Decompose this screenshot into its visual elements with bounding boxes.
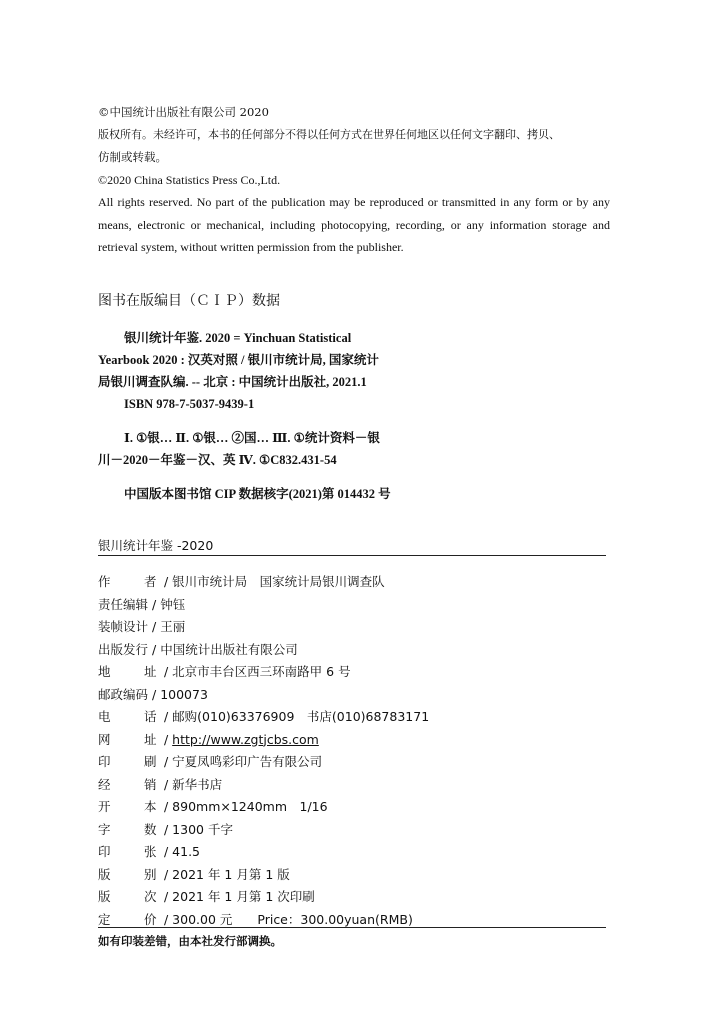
info-value: 邮购(010)63376909 书店(010)68783171 [172,709,430,724]
footer-notice: 如有印装差错，由本社发行部调换。 [98,934,282,948]
website-link[interactable]: http://www.zgtjcbs.com [172,731,319,747]
info-row-postcode: 邮政编码 / 100073 [98,686,208,702]
info-value: 中国统计出版社有限公司 [160,641,298,657]
info-row-website: 网 址 / http://www.zgtjcbs.com [98,731,319,747]
copyright-en-line: ©2020 China Statistics Press Co.,Ltd. [98,172,281,187]
info-value: 2021 年 1 月第 1 次印刷 [172,889,315,904]
copyright-en-notice: All rights reserved. No part of the publication may be reproduced or transmitted in any form or by any means, electronic or mechanical, including photocopying, recording, or any information storage and retrieval system, without written permission from the publisher. [98,195,610,254]
copyright-block [98,101,610,259]
info-row-phone: 电 话 / 邮购(010)63376909 书店(010)68783171 [98,709,430,724]
info-row-design: 装帧设计 / 王丽 [98,619,186,634]
info-value: 钟钰 [160,596,186,612]
info-row-printer: 印 刷 / 宁夏凤鸣彩印广告有限公司 [98,754,323,769]
info-value: 新华书店 [172,776,223,792]
copyright-cn-notice-2: 仿制或转载。 [98,150,167,164]
info-row-edition: 版 别 / 2021 年 1 月第 1 版 [98,866,290,882]
info-value: 银川市统计局 国家统计局银川调查队 [172,574,385,589]
info-value: 100073 [160,686,208,702]
copyright-cn-notice-1: 版权所有。未经许可，本书的任何部分不得以任何方式在世界任何地区以任何文字翻印、拷贝、 [98,127,560,141]
cip-isbn: ISBN 978-7-5037-9439-1 [124,397,255,411]
info-row-word-count: 字 数 / 1300 千字 [98,821,233,837]
bottom-divider [98,927,606,928]
info-row-sheets: 印 张 / 41.5 [98,844,201,859]
cip-line-3: 局银川调查队编. -- 北京 : 中国统计出版社, 2021.1 [98,375,367,389]
cip-record-number: 中国版本图书馆 CIP 数据核字(2021)第 014432 号 [124,487,391,501]
info-row-price: 定 价 / 300.00 元 Price：300.00yuan(RMB) [98,911,413,927]
info-value: 宁夏凤鸣彩印广告有限公司 [172,754,323,769]
info-row-editor: 责任编辑 / 钟钰 [98,596,186,612]
cip-class-2: 川－2020－年鉴－汉、英 Ⅳ. ①C832.431-54 [98,453,337,467]
info-row-distributor: 经 销 / 新华书店 [98,776,223,792]
info-row-author: 作 者 / 银川市统计局 国家统计局银川调查队 [98,574,385,589]
top-divider [98,555,606,556]
cip-line-1: 银川统计年鉴. 2020 = Yinchuan Statistical [124,331,352,345]
info-row-format: 开 本 / 890mm×1240mm 1/16 [98,799,328,814]
info-value: 41.5 [172,844,201,859]
cip-line-2: Yearbook 2020 : 汉英对照 / 银川市统计局, 国家统计 [98,353,379,367]
info-value: 890mm×1240mm 1/16 [172,799,328,814]
info-row-printing: 版 次 / 2021 年 1 月第 1 次印刷 [98,889,315,904]
cip-class-1: Ⅰ. ①银… Ⅱ. ①银… ②国… Ⅲ. ①统计资料－银 [124,431,380,445]
book-title: 银川统计年鉴 -2020 [98,538,214,553]
cip-heading: 图书在版编目（ＣＩＰ）数据 [98,293,280,309]
info-value: 300.00 元 Price：300.00yuan(RMB) [172,911,413,927]
info-value: 1300 千字 [172,821,233,837]
info-row-address: 地 址 / 北京市丰台区西三环南路甲 6 号 [98,664,351,679]
info-value: 王丽 [160,619,186,634]
info-row-publisher: 出版发行 / 中国统计出版社有限公司 [98,641,298,657]
info-value: 2021 年 1 月第 1 版 [172,866,290,882]
copyright-cn-line: ©中国统计出版社有限公司 2020 [98,105,269,119]
info-value: 北京市丰台区西三环南路甲 6 号 [172,664,351,679]
publication-info [98,571,429,931]
